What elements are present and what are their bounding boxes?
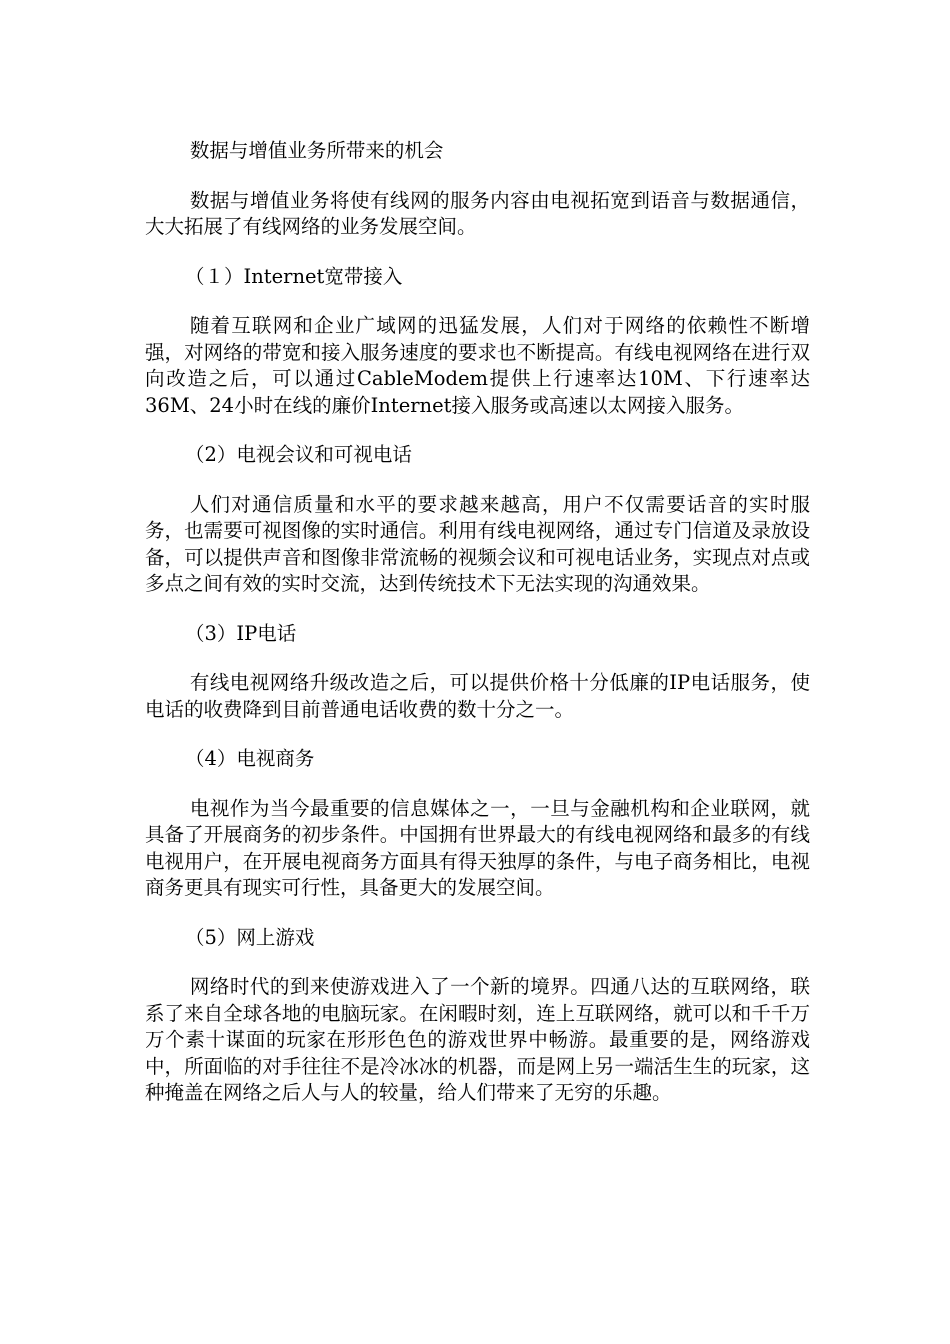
section-body-ip-phone: 有线电视网络升级改造之后，可以提供价格十分低廉的IP电话服务，使电话的收费降到目前普通电话收费的数十分之一。 [145, 671, 810, 721]
section-heading-ip-phone: （3）IP电话 [185, 621, 297, 645]
section-body-online-games: 网络时代的到来使游戏进入了一个新的境界。四通八达的互联网络，联系了来自全球各地的电脑玩家。在闲暇时刻，连上互联网络，就可以和千千万万个素十谋面的玩家在形形色色的游戏世界中畅游。最重要的是，网络游戏中，所面临的对手往往不是冷冰冰的机器，而是网上另一端活生生的玩家，这种掩盖在网络之后人与人的较量，给人们带来了无穷的乐趣。 [145, 975, 810, 1104]
document-body [145, 138, 810, 1130]
document-title: 数据与增值业务所带来的机会 [189, 139, 444, 162]
intro-paragraph: 数据与增值业务将使有线网的服务内容由电视拓宽到语音与数据通信，大大拓展了有线网络的业务发展空间。 [145, 188, 810, 238]
section-body-internet: 随着互联网和企业广域网的迅猛发展，人们对于网络的依赖性不断增强，对网络的带宽和接入服务速度的要求也不断提高。有线电视网络在进行双向改造之后，可以通过CableModem提供上行速率达10M、下行速率达36M、24小时在线的廉价Internet接入服务或高速以太网接入服务。 [145, 314, 810, 417]
section-heading-tv-commerce: （4）电视商务 [185, 747, 315, 770]
section-heading-video-conference: （2）电视会议和可视电话 [185, 443, 412, 466]
section-heading-online-games: （5）网上游戏 [185, 925, 315, 949]
section-body-tv-commerce: 电视作为当今最重要的信息媒体之一，一旦与金融机构和企业联网，就具备了开展商务的初步条件。中国拥有世界最大的有线电视网络和最多的有线电视用户，在开展电视商务方面具有得天独厚的条件，与电子商务相比，电视商务更具有现实可行性，具备更大的发展空间。 [145, 796, 810, 899]
section-body-video-conference: 人们对通信质量和水平的要求越来越高，用户不仅需要话音的实时服务，也需要可视图像的实时通信。利用有线电视网络，通过专门信道及录放设备，可以提供声音和图像非常流畅的视频会议和可视电话业务，实现点对点或多点之间有效的实时交流，达到传统技术下无法实现的沟通效果。 [145, 492, 810, 595]
section-heading-internet: （１）Internet宽带接入 [185, 264, 403, 288]
